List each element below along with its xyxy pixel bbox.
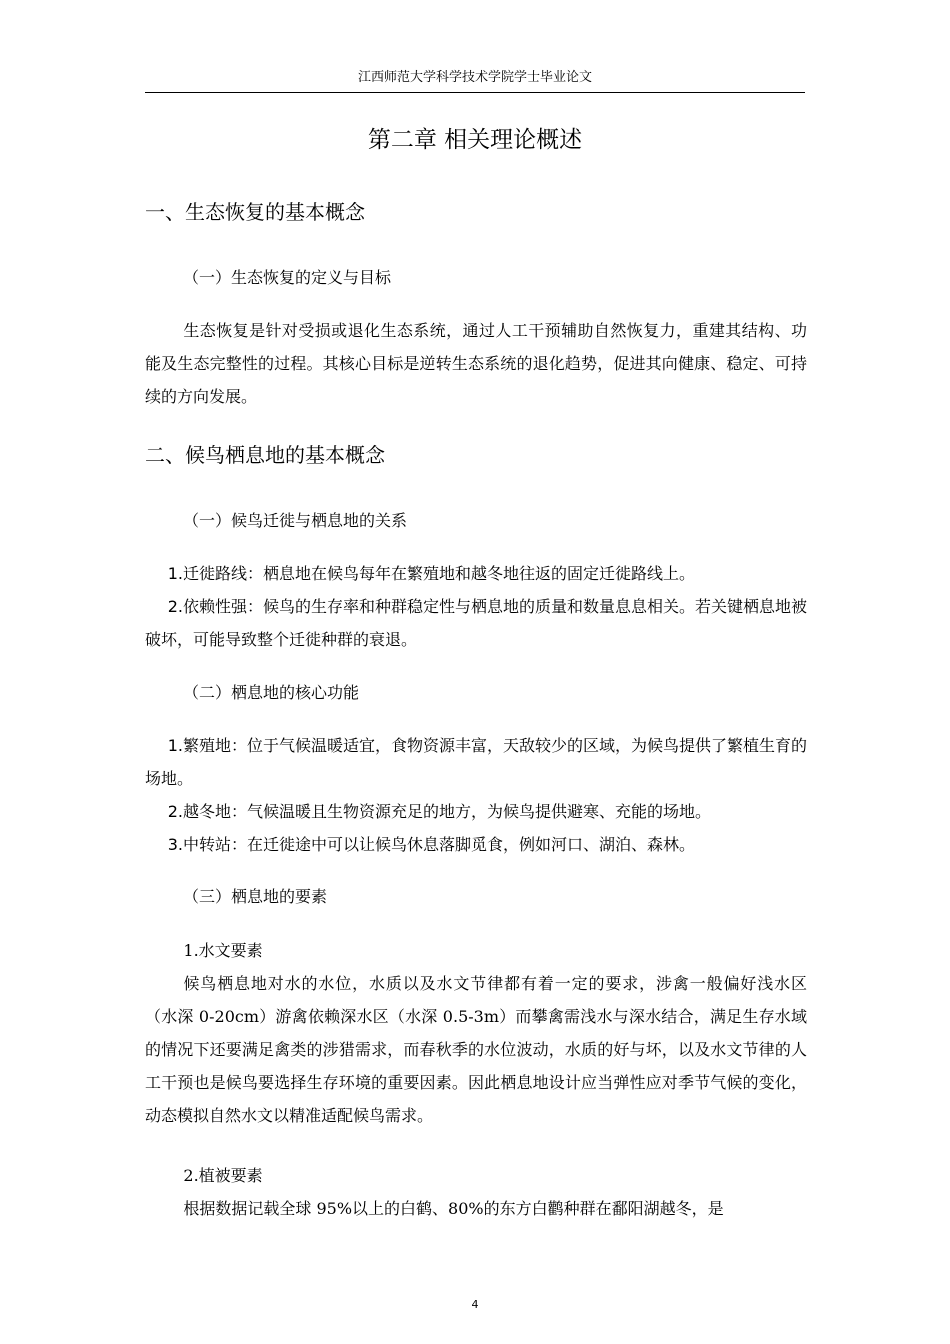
section-heading-1: 一、生态恢复的基本概念 bbox=[145, 200, 365, 224]
list-item bbox=[145, 729, 807, 795]
list-item-number: 2. bbox=[167, 597, 183, 616]
list-item-number: 1. bbox=[167, 564, 183, 583]
page-number: 4 bbox=[471, 1298, 479, 1311]
subsection-heading-2-2: （二）栖息地的核心功能 bbox=[183, 683, 360, 702]
header-divider bbox=[145, 92, 805, 93]
subsection-heading-2-3: （三）栖息地的要素 bbox=[183, 887, 328, 906]
list-item-text: 依赖性强：候鸟的生存率和种群稳定性与栖息地的质量和数量息息相关。若关键栖息地被破坏，可能导致整个迁徙种群的衰退。 bbox=[145, 597, 808, 649]
list-item-number: 3. bbox=[167, 835, 183, 854]
list-item-number: 1. bbox=[167, 736, 183, 755]
list-item-text: 越冬地：气候温暖且生物资源充足的地方，为候鸟提供避寒、充能的场地。 bbox=[183, 802, 712, 821]
list-item bbox=[145, 590, 807, 656]
list-item-text: 中转站：在迁徙途中可以让候鸟休息落脚觅食，例如河口、湖泊、森林。 bbox=[183, 835, 696, 854]
element-title-hydrology: 1.水文要素 bbox=[183, 941, 263, 960]
paragraph-hydrology: 候鸟栖息地对水的水位，水质以及水文节律都有着一定的要求，涉禽一般偏好浅水区（水深 0-20cm）游禽依赖深水区（水深 0.5-3m）而攀禽需浅水与深水结合，满足生存水域的情况下还要满足禽类的涉猎需求，而春秋季的水位波动，水质的好与坏，以及水文节律的人工干预也是候鸟要选择生存环境的重要因素。因此栖息地设计应当弹性应对季节气候的变化，动态模拟自然水文以精准适配候鸟需求。 bbox=[145, 974, 807, 1125]
element-title-vegetation: 2.植被要素 bbox=[183, 1166, 263, 1185]
list-item-number: 2. bbox=[167, 802, 183, 821]
list-item bbox=[145, 795, 807, 828]
paragraph-vegetation: 根据数据记载全球 95%以上的白鹤、80%的东方白鹳种群在鄱阳湖越冬，是 bbox=[183, 1199, 724, 1218]
section-heading-2: 二、候鸟栖息地的基本概念 bbox=[145, 443, 385, 467]
chapter-title: 第二章 相关理论概述 bbox=[367, 127, 583, 153]
running-header: 江西师范大学科学技术学院学士毕业论文 bbox=[357, 70, 592, 85]
paragraph-ecological-restoration: 生态恢复是针对受损或退化生态系统，通过人工干预辅助自然恢复力，重建其结构、功能及生态完整性的过程。其核心目标是逆转生态系统的退化趋势，促进其向健康、稳定、可持续的方向发展。 bbox=[145, 321, 807, 406]
list-item-text: 迁徙路线：栖息地在候鸟每年在繁殖地和越冬地往返的固定迁徙路线上。 bbox=[183, 564, 696, 583]
list-item-text: 繁殖地：位于气候温暖适宜，食物资源丰富，天敌较少的区域，为候鸟提供了繁植生育的场地。 bbox=[145, 736, 808, 788]
subsection-heading-1-1: （一）生态恢复的定义与目标 bbox=[183, 268, 392, 287]
subsection-heading-2-1: （一）候鸟迁徙与栖息地的关系 bbox=[183, 511, 408, 530]
list-item bbox=[145, 828, 807, 861]
list-item bbox=[145, 557, 807, 590]
